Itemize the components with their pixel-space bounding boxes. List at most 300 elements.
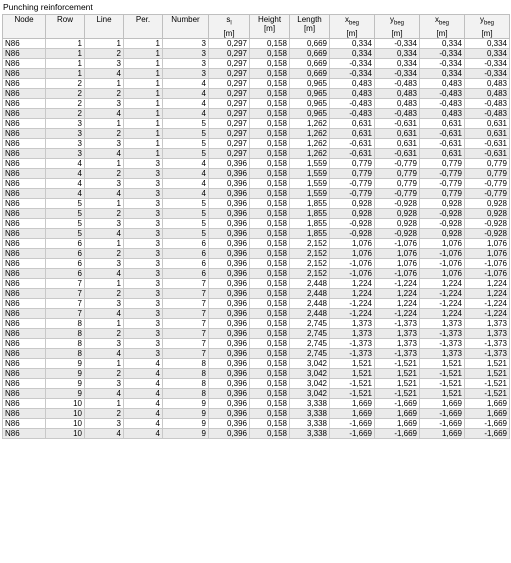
table-cell: 3 xyxy=(124,218,163,228)
table-cell: 0,483 xyxy=(420,78,465,88)
table-cell: 3 xyxy=(124,338,163,348)
table-cell: -0,483 xyxy=(375,108,420,118)
table-cell: N86 xyxy=(3,48,46,58)
table-cell: 0,779 xyxy=(465,158,510,168)
table-cell: 3 xyxy=(124,288,163,298)
table-cell: N86 xyxy=(3,148,46,158)
table-cell: N86 xyxy=(3,298,46,308)
table-cell: 4 xyxy=(163,78,209,88)
table-cell: 5 xyxy=(163,228,209,238)
table-cell: 10 xyxy=(46,398,85,408)
table-cell: 3 xyxy=(85,218,124,228)
table-row[interactable] xyxy=(3,98,510,108)
table-cell: 1,521 xyxy=(465,358,510,368)
table-cell: -1,373 xyxy=(420,328,465,338)
table-row[interactable] xyxy=(3,318,510,328)
table-cell: 4 xyxy=(163,158,209,168)
column-header[interactable] xyxy=(46,15,85,39)
table-header-row xyxy=(3,15,510,39)
table-cell: 2,448 xyxy=(290,298,330,308)
table-cell: -0,779 xyxy=(420,178,465,188)
table-cell: 3 xyxy=(85,178,124,188)
table-cell: -0,334 xyxy=(330,68,375,78)
table-row[interactable] xyxy=(3,198,510,208)
column-header-unit: [m] xyxy=(436,28,448,38)
table-cell: 0,928 xyxy=(375,218,420,228)
table-cell: 4 xyxy=(163,88,209,98)
column-header[interactable] xyxy=(124,15,163,39)
table-cell: 3 xyxy=(124,308,163,318)
column-header-subscript: beg xyxy=(393,20,404,27)
table-cell: 3 xyxy=(124,248,163,258)
table-cell: 0,396 xyxy=(209,348,250,358)
table-cell: 4 xyxy=(46,168,85,178)
table-cell: 9 xyxy=(163,398,209,408)
table-cell: 1 xyxy=(85,78,124,88)
table-cell: 0,334 xyxy=(465,38,510,48)
table-cell: -0,631 xyxy=(330,148,375,158)
table-row[interactable] xyxy=(3,388,510,398)
table-row[interactable] xyxy=(3,68,510,78)
table-cell: 0,631 xyxy=(375,138,420,148)
table-cell: 1,669 xyxy=(375,418,420,428)
table-cell: -1,669 xyxy=(375,428,420,438)
table-cell: -0,779 xyxy=(330,188,375,198)
table-cell: N86 xyxy=(3,348,46,358)
table-cell: 3 xyxy=(163,38,209,48)
table-cell: 10 xyxy=(46,408,85,418)
table-cell: 6 xyxy=(163,248,209,258)
table-cell: 1,669 xyxy=(465,408,510,418)
table-cell: 7 xyxy=(163,328,209,338)
column-header-name: Row xyxy=(56,15,73,24)
table-row[interactable] xyxy=(3,188,510,198)
table-row[interactable] xyxy=(3,108,510,118)
table-cell: -1,669 xyxy=(375,398,420,408)
table-cell: -0,928 xyxy=(420,218,465,228)
column-header[interactable] xyxy=(420,15,465,39)
table-cell: N86 xyxy=(3,398,46,408)
table-cell: 0,631 xyxy=(420,148,465,158)
table-cell: 0,396 xyxy=(209,288,250,298)
table-cell: 1,224 xyxy=(420,278,465,288)
table-row[interactable] xyxy=(3,158,510,168)
table-cell: 1,559 xyxy=(290,158,330,168)
column-header[interactable] xyxy=(330,15,375,39)
table-cell: -1,521 xyxy=(375,388,420,398)
table-cell: 1,521 xyxy=(375,378,420,388)
table-cell: 3 xyxy=(85,98,124,108)
column-header[interactable] xyxy=(163,15,209,39)
table-cell: 1,559 xyxy=(290,188,330,198)
table-cell: 3 xyxy=(124,228,163,238)
table-row[interactable] xyxy=(3,208,510,218)
table-cell: 0,928 xyxy=(330,198,375,208)
table-cell: 3,042 xyxy=(290,378,330,388)
table-row[interactable] xyxy=(3,128,510,138)
table-row[interactable] xyxy=(3,268,510,278)
table-cell: 0,396 xyxy=(209,378,250,388)
table-row[interactable] xyxy=(3,78,510,88)
table-cell: 0,631 xyxy=(330,118,375,128)
table-cell: 1,521 xyxy=(420,358,465,368)
table-row[interactable] xyxy=(3,178,510,188)
column-header-name: Per. xyxy=(135,15,151,24)
table-row[interactable] xyxy=(3,428,510,438)
table-row[interactable] xyxy=(3,148,510,158)
table-cell: 0,158 xyxy=(250,418,290,428)
table-cell: 0,483 xyxy=(375,98,420,108)
table-cell: 3,338 xyxy=(290,418,330,428)
column-header[interactable] xyxy=(290,15,330,39)
column-header[interactable] xyxy=(3,15,46,39)
table-cell: -1,224 xyxy=(420,288,465,298)
table-cell: -0,779 xyxy=(465,178,510,188)
table-row[interactable] xyxy=(3,38,510,48)
table-cell: N86 xyxy=(3,328,46,338)
table-row[interactable] xyxy=(3,58,510,68)
column-header[interactable] xyxy=(465,15,510,39)
table-cell: 1,521 xyxy=(375,368,420,378)
table-cell: 1,669 xyxy=(330,398,375,408)
table-row[interactable] xyxy=(3,48,510,58)
table-cell: 3,338 xyxy=(290,398,330,408)
table-cell: 4 xyxy=(85,268,124,278)
table-cell: 4 xyxy=(163,178,209,188)
table-cell: 0,396 xyxy=(209,178,250,188)
table-cell: 0,334 xyxy=(465,48,510,58)
column-header-label xyxy=(87,15,121,24)
table-cell: 1 xyxy=(85,158,124,168)
table-cell: 2,152 xyxy=(290,238,330,248)
table-cell: 0,334 xyxy=(330,38,375,48)
table-cell: 0,158 xyxy=(250,228,290,238)
table-cell: N86 xyxy=(3,98,46,108)
table-cell: N86 xyxy=(3,158,46,168)
table-cell: N86 xyxy=(3,108,46,118)
table-cell: 9 xyxy=(163,408,209,418)
table-cell: 1,373 xyxy=(330,318,375,328)
table-row[interactable] xyxy=(3,248,510,258)
table-row[interactable] xyxy=(3,338,510,348)
table-cell: 0,396 xyxy=(209,398,250,408)
table-cell: 1 xyxy=(124,88,163,98)
column-header-subscript: beg xyxy=(348,20,359,27)
table-cell: 3 xyxy=(46,148,85,158)
table-cell: 0,965 xyxy=(290,78,330,88)
table-cell: -0,928 xyxy=(465,218,510,228)
table-cell: -1,076 xyxy=(375,268,420,278)
table-cell: 0,158 xyxy=(250,368,290,378)
table-cell: N86 xyxy=(3,268,46,278)
table-cell: -0,928 xyxy=(420,208,465,218)
table-cell: -0,334 xyxy=(375,38,420,48)
table-cell: -1,521 xyxy=(330,388,375,398)
table-cell: N86 xyxy=(3,178,46,188)
table-cell: 2,745 xyxy=(290,348,330,358)
table-row[interactable] xyxy=(3,328,510,338)
table-cell: 0,396 xyxy=(209,248,250,258)
table-cell: 0,779 xyxy=(420,188,465,198)
table-cell: 0,158 xyxy=(250,48,290,58)
table-cell: 0,158 xyxy=(250,118,290,128)
table-cell: 0,965 xyxy=(290,108,330,118)
table-cell: 0,334 xyxy=(375,48,420,58)
table-cell: 1,224 xyxy=(465,278,510,288)
table-cell: 0,928 xyxy=(465,208,510,218)
table-cell: 4 xyxy=(163,188,209,198)
table-cell: 0,396 xyxy=(209,238,250,248)
table-cell: 0,631 xyxy=(465,128,510,138)
table-cell: 3 xyxy=(124,168,163,178)
table-cell: 0,158 xyxy=(250,298,290,308)
table-cell: 0,669 xyxy=(290,38,330,48)
table-cell: 0,396 xyxy=(209,298,250,308)
table-cell: 3 xyxy=(85,58,124,68)
table-row[interactable] xyxy=(3,368,510,378)
table-row[interactable] xyxy=(3,418,510,428)
table-cell: 0,396 xyxy=(209,168,250,178)
table-cell: 1 xyxy=(46,48,85,58)
table-cell: 0,158 xyxy=(250,128,290,138)
table-cell: 3 xyxy=(124,188,163,198)
column-header-name: Number xyxy=(171,15,200,24)
table-cell: 0,483 xyxy=(330,78,375,88)
column-header-label xyxy=(165,15,206,24)
table-cell: 0,158 xyxy=(250,108,290,118)
table-cell: 0,396 xyxy=(209,228,250,238)
table-cell: 1,559 xyxy=(290,168,330,178)
table-row[interactable] xyxy=(3,118,510,128)
table-row[interactable] xyxy=(3,408,510,418)
table-cell: -1,669 xyxy=(330,428,375,438)
table-cell: 3 xyxy=(46,128,85,138)
table-cell: N86 xyxy=(3,418,46,428)
table-cell: 0,396 xyxy=(209,268,250,278)
column-header-name: y xyxy=(479,15,484,24)
column-header-subscript: beg xyxy=(438,20,449,27)
table-cell: 1 xyxy=(124,38,163,48)
table-cell: 0,396 xyxy=(209,258,250,268)
table-cell: -1,224 xyxy=(330,308,375,318)
table-cell: -0,334 xyxy=(465,68,510,78)
table-cell: 0,158 xyxy=(250,208,290,218)
table-cell: N86 xyxy=(3,368,46,378)
table-row[interactable] xyxy=(3,288,510,298)
table-cell: -0,631 xyxy=(465,138,510,148)
table-cell: -0,631 xyxy=(330,138,375,148)
table-cell: 1 xyxy=(124,128,163,138)
table-cell: 2,152 xyxy=(290,268,330,278)
table-cell: 4 xyxy=(46,158,85,168)
table-cell: 8 xyxy=(46,338,85,348)
table-cell: 0,396 xyxy=(209,198,250,208)
table-cell: N86 xyxy=(3,308,46,318)
table-cell: -0,483 xyxy=(465,98,510,108)
table-cell: 0,158 xyxy=(250,98,290,108)
table-cell: -1,521 xyxy=(330,378,375,388)
table-cell: 6 xyxy=(46,258,85,268)
table-cell: 0,158 xyxy=(250,198,290,208)
table-cell: 1 xyxy=(124,98,163,108)
table-row[interactable] xyxy=(3,218,510,228)
table-cell: 2,745 xyxy=(290,338,330,348)
table-cell: 0,483 xyxy=(420,108,465,118)
table-cell: N86 xyxy=(3,428,46,438)
table-cell: 3 xyxy=(163,48,209,58)
table-cell: 4 xyxy=(46,188,85,198)
column-header[interactable] xyxy=(375,15,420,39)
table-cell: 3 xyxy=(124,268,163,278)
table-row[interactable] xyxy=(3,228,510,238)
table-cell: N86 xyxy=(3,38,46,48)
table-cell: 0,631 xyxy=(420,118,465,128)
table-cell: 3 xyxy=(46,118,85,128)
table-cell: 3 xyxy=(124,278,163,288)
table-cell: 2 xyxy=(46,108,85,118)
table-cell: 5 xyxy=(163,118,209,128)
column-header-unit: [m] xyxy=(391,28,403,38)
table-cell: 0,396 xyxy=(209,218,250,228)
table-cell: 4 xyxy=(124,408,163,418)
table-cell: -1,669 xyxy=(330,418,375,428)
table-cell: 1,076 xyxy=(465,238,510,248)
column-header[interactable] xyxy=(85,15,124,39)
table-cell: 0,158 xyxy=(250,248,290,258)
table-cell: 6 xyxy=(163,238,209,248)
table-cell: 3 xyxy=(85,298,124,308)
table-cell: 9 xyxy=(46,378,85,388)
table-cell: 8 xyxy=(163,388,209,398)
table-cell: 4 xyxy=(124,378,163,388)
table-cell: N86 xyxy=(3,248,46,258)
column-header[interactable] xyxy=(250,15,290,39)
table-cell: 4 xyxy=(46,178,85,188)
table-cell: 0,779 xyxy=(420,158,465,168)
table-cell: 9 xyxy=(46,358,85,368)
table-cell: 1,855 xyxy=(290,228,330,238)
table-row[interactable] xyxy=(3,258,510,268)
table-cell: 2 xyxy=(85,128,124,138)
table-cell: -0,334 xyxy=(420,58,465,68)
table-cell: 4 xyxy=(85,428,124,438)
table-row[interactable] xyxy=(3,138,510,148)
table-cell: 2 xyxy=(46,88,85,98)
table-cell: 0,297 xyxy=(209,68,250,78)
column-header-label xyxy=(211,15,247,29)
table-cell: 9 xyxy=(46,368,85,378)
table-cell: 4 xyxy=(85,388,124,398)
table-cell: -1,521 xyxy=(420,378,465,388)
table-cell: 1 xyxy=(124,108,163,118)
table-cell: 5 xyxy=(46,208,85,218)
table-row[interactable] xyxy=(3,238,510,248)
table-cell: N86 xyxy=(3,118,46,128)
table-cell: 1 xyxy=(124,118,163,128)
table-cell: 1 xyxy=(85,278,124,288)
table-cell: 0,779 xyxy=(375,178,420,188)
table-cell: 1,262 xyxy=(290,118,330,128)
table-cell: 4 xyxy=(124,418,163,428)
table-cell: 4 xyxy=(163,108,209,118)
column-header-label xyxy=(5,15,43,24)
table-cell: 1 xyxy=(46,58,85,68)
table-cell: 3 xyxy=(124,318,163,328)
table-cell: 3 xyxy=(124,328,163,338)
table-cell: 8 xyxy=(163,378,209,388)
table-row[interactable] xyxy=(3,278,510,288)
table-row[interactable] xyxy=(3,398,510,408)
table-cell: -0,928 xyxy=(465,228,510,238)
table-cell: 0,297 xyxy=(209,88,250,98)
table-row[interactable] xyxy=(3,298,510,308)
table-cell: 1,669 xyxy=(330,408,375,418)
table-cell: 2 xyxy=(85,248,124,258)
table-cell: 0,396 xyxy=(209,328,250,338)
table-cell: -0,928 xyxy=(330,228,375,238)
column-header-unit: [m] xyxy=(481,28,493,38)
table-cell: 2 xyxy=(85,48,124,58)
table-cell: 0,158 xyxy=(250,78,290,88)
table-cell: 0,669 xyxy=(290,68,330,78)
table-cell: 1,076 xyxy=(330,238,375,248)
table-row[interactable] xyxy=(3,358,510,368)
table-row[interactable] xyxy=(3,308,510,318)
table-cell: 0,158 xyxy=(250,238,290,248)
table-cell: 4 xyxy=(163,168,209,178)
table-cell: 1,373 xyxy=(330,328,375,338)
table-cell: 0,158 xyxy=(250,318,290,328)
table-cell: 3 xyxy=(85,378,124,388)
table-cell: 2,448 xyxy=(290,288,330,298)
table-cell: 0,158 xyxy=(250,218,290,228)
table-cell: 5 xyxy=(163,128,209,138)
table-cell: 1,224 xyxy=(330,288,375,298)
column-header-label xyxy=(126,15,160,24)
table-cell: -0,779 xyxy=(330,178,375,188)
column-header[interactable] xyxy=(209,15,250,39)
table-cell: 8 xyxy=(163,358,209,368)
table-cell: 0,669 xyxy=(290,48,330,58)
table-cell: 1 xyxy=(85,198,124,208)
table-cell: 0,396 xyxy=(209,338,250,348)
table-cell: 0,158 xyxy=(250,408,290,418)
table-cell: 0,396 xyxy=(209,278,250,288)
table-cell: 4 xyxy=(85,188,124,198)
table-cell: -1,373 xyxy=(375,348,420,358)
table-cell: 1,076 xyxy=(375,248,420,258)
table-cell: 8 xyxy=(46,318,85,328)
table-row[interactable] xyxy=(3,378,510,388)
table-row[interactable] xyxy=(3,168,510,178)
table-cell: 4 xyxy=(85,348,124,358)
punching-reinforcement-table xyxy=(2,14,510,439)
table-cell: 0,297 xyxy=(209,148,250,158)
table-cell: N86 xyxy=(3,128,46,138)
table-cell: 5 xyxy=(46,228,85,238)
table-cell: 1,224 xyxy=(330,278,375,288)
table-cell: 0,158 xyxy=(250,68,290,78)
table-cell: 1,669 xyxy=(420,428,465,438)
table-row[interactable] xyxy=(3,348,510,358)
table-cell: -1,669 xyxy=(420,418,465,428)
table-cell: 0,483 xyxy=(465,78,510,88)
table-row[interactable] xyxy=(3,88,510,98)
table-cell: -1,076 xyxy=(330,258,375,268)
table-cell: 4 xyxy=(85,108,124,118)
column-header-label xyxy=(332,15,372,29)
table-cell: 0,396 xyxy=(209,418,250,428)
